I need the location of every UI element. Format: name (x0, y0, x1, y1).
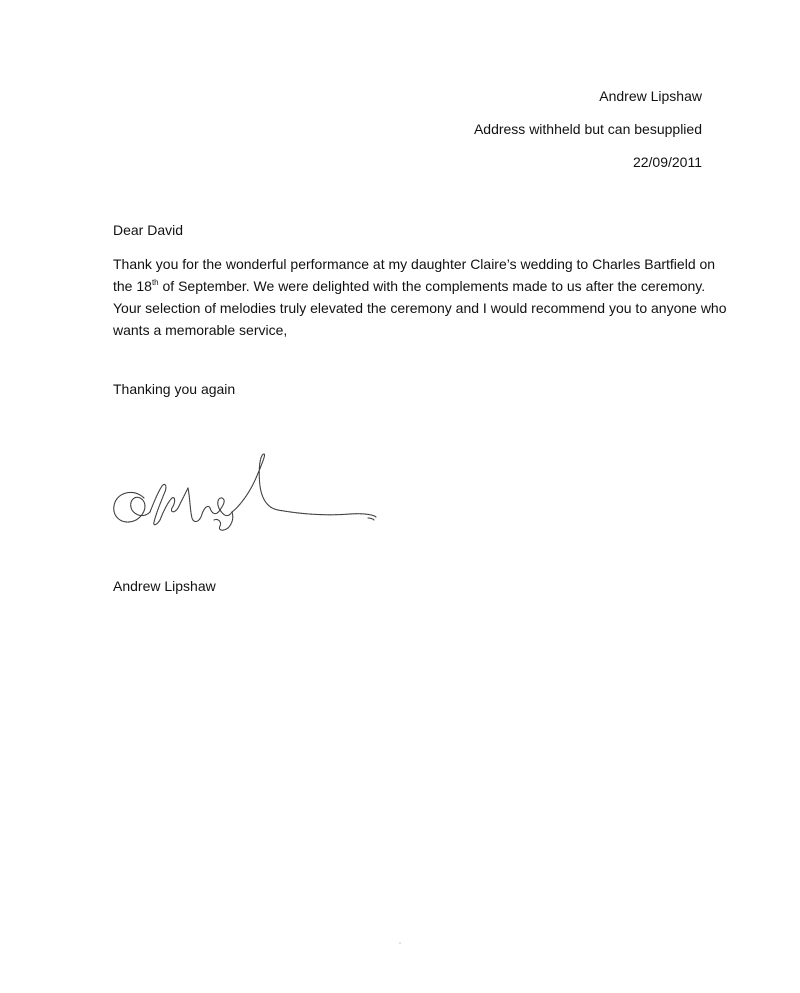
body-line-2-end: of September. We were delighted with the complements made to us after the ceremony. (158, 278, 706, 294)
closing-line: Thanking you again (113, 381, 236, 397)
signoff-name: Andrew Lipshaw (113, 578, 216, 594)
sender-name: Andrew Lipshaw (599, 88, 702, 104)
handwritten-signature (110, 452, 382, 534)
signature-stroke (150, 484, 166, 524)
body-line-2 (113, 275, 713, 297)
sender-block (474, 88, 702, 187)
signature-stroke (210, 498, 232, 516)
letter-body (113, 222, 727, 341)
signature-stroke (114, 492, 150, 522)
body-line-2-start: the 18 (113, 278, 152, 294)
sender-address: Address withheld but can besupplied (473, 121, 702, 137)
salutation: Dear David (113, 222, 184, 238)
ordinal-suffix: th (151, 278, 159, 287)
body-line-4: wants a memorable service, (113, 322, 288, 338)
signature-stroke (188, 488, 210, 521)
body-line-1: Thank you for the wonderful performance at my daughter Claire’s wedding to Charles Bartfield on (113, 256, 716, 272)
signature-stroke (368, 518, 374, 520)
scan-speck (399, 942, 401, 944)
letter-date: 22/09/2011 (632, 154, 702, 170)
body-paragraph (113, 253, 727, 341)
signature-stroke (278, 510, 376, 517)
body-line-3: Your selection of melodies truly elevated the ceremony and I would recommend you to anyone who (113, 300, 727, 316)
signature-stroke (232, 454, 278, 512)
